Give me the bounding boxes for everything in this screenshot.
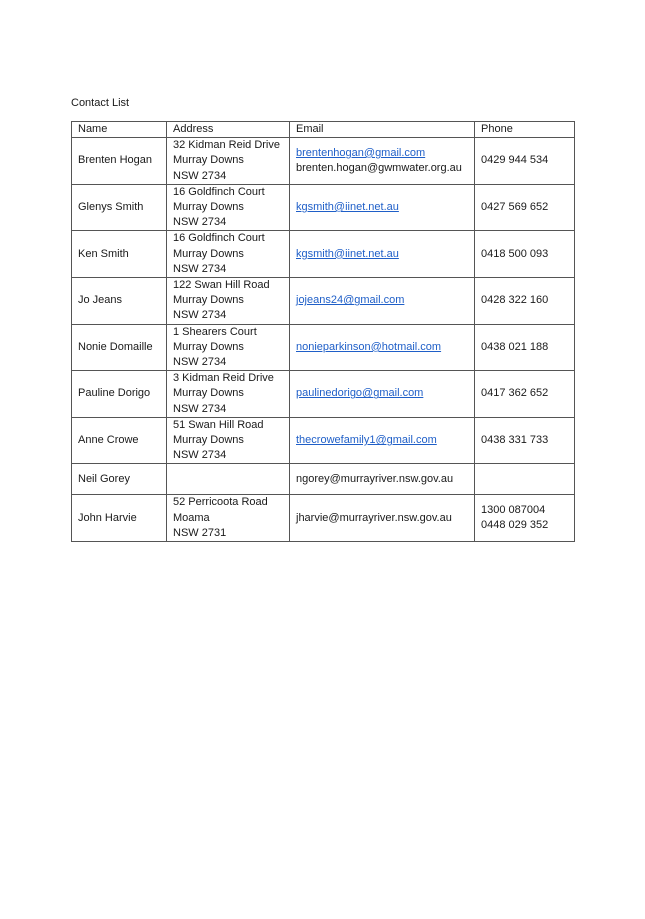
contact-email xyxy=(290,324,475,371)
contact-table xyxy=(71,121,575,542)
address-line: 122 Swan Hill Road xyxy=(173,279,270,292)
address-line: NSW 2734 xyxy=(173,309,227,322)
address-line: 32 Kidman Reid Drive xyxy=(173,139,280,152)
phone-number: 0438 021 188 xyxy=(481,340,549,353)
contact-address xyxy=(167,231,290,278)
contact-name: Ken Smith xyxy=(72,231,167,278)
address-line: Murray Downs xyxy=(173,434,244,447)
contact-address xyxy=(167,184,290,231)
contact-name: Glenys Smith xyxy=(72,184,167,231)
contact-email xyxy=(290,138,475,185)
address-line: NSW 2734 xyxy=(173,356,227,369)
address-line: 3 Kidman Reid Drive xyxy=(173,372,274,385)
address-line: 16 Goldfinch Court xyxy=(173,185,265,198)
phone-number: 1300 087004 xyxy=(481,504,546,517)
table-row xyxy=(72,324,575,371)
table-row xyxy=(72,231,575,278)
table-row xyxy=(72,371,575,418)
email-link[interactable]: brentenhogan@gmail.com xyxy=(296,146,426,159)
address-line: 1 Shearers Court xyxy=(173,325,257,338)
email-link[interactable]: jojeans24@gmail.com xyxy=(296,294,405,307)
contact-email xyxy=(290,278,475,325)
contact-address xyxy=(167,495,290,542)
contact-address xyxy=(167,138,290,185)
address-line: NSW 2734 xyxy=(173,169,227,182)
address-line: NSW 2734 xyxy=(173,402,227,415)
table-row xyxy=(72,138,575,185)
address-line: NSW 2734 xyxy=(173,262,227,275)
address-line: NSW 2731 xyxy=(173,526,227,539)
email-link[interactable]: paulinedorigo@gmail.com xyxy=(296,387,424,400)
contact-email xyxy=(290,464,475,495)
address-line: Murray Downs xyxy=(173,154,244,167)
table-row xyxy=(72,495,575,542)
email-text: jharvie@murrayriver.nsw.gov.au xyxy=(296,511,452,524)
address-line: Murray Downs xyxy=(173,387,244,400)
contact-email xyxy=(290,417,475,464)
phone-number: 0438 331 733 xyxy=(481,434,549,447)
phone-number: 0428 322 160 xyxy=(481,294,549,307)
contact-name: Anne Crowe xyxy=(72,417,167,464)
contact-address xyxy=(167,464,290,495)
table-row xyxy=(72,278,575,325)
contact-name: John Harvie xyxy=(72,495,167,542)
contact-phone xyxy=(475,184,575,231)
address-line: 16 Goldfinch Court xyxy=(173,232,265,245)
contact-name: Neil Gorey xyxy=(72,464,167,495)
contact-address xyxy=(167,324,290,371)
address-line: Moama xyxy=(173,511,210,524)
column-header-phone: Phone xyxy=(475,122,575,138)
column-header-email: Email xyxy=(290,122,475,138)
contact-name: Jo Jeans xyxy=(72,278,167,325)
header-row xyxy=(72,122,575,138)
contact-email xyxy=(290,371,475,418)
phone-number: 0429 944 534 xyxy=(481,154,549,167)
contact-address xyxy=(167,417,290,464)
phone-number: 0417 362 652 xyxy=(481,387,549,400)
contact-phone xyxy=(475,138,575,185)
email-link[interactable]: kgsmith@iinet.net.au xyxy=(296,201,399,214)
contact-phone xyxy=(475,495,575,542)
contact-rows xyxy=(72,138,575,542)
phone-number: 0418 500 093 xyxy=(481,247,549,260)
contact-name: Brenten Hogan xyxy=(72,138,167,185)
address-line: NSW 2734 xyxy=(173,216,227,229)
contact-phone xyxy=(475,464,575,495)
contact-phone xyxy=(475,417,575,464)
contact-name: Pauline Dorigo xyxy=(72,371,167,418)
contact-phone xyxy=(475,231,575,278)
table-row xyxy=(72,417,575,464)
address-line: Murray Downs xyxy=(173,247,244,260)
address-line: NSW 2734 xyxy=(173,449,227,462)
address-line: 52 Perricoota Road xyxy=(173,496,268,509)
contact-phone xyxy=(475,371,575,418)
contact-email xyxy=(290,495,475,542)
email-text: brenten.hogan@gwmwater.org.au xyxy=(296,162,462,174)
phone-number: 0427 569 652 xyxy=(481,201,549,214)
contact-phone xyxy=(475,278,575,325)
phone-number: 0448 029 352 xyxy=(481,519,549,532)
email-link[interactable]: kgsmith@iinet.net.au xyxy=(296,247,399,260)
column-header-name: Name xyxy=(72,122,167,138)
address-line: Murray Downs xyxy=(173,201,244,214)
contact-phone xyxy=(475,324,575,371)
table-row xyxy=(72,464,575,495)
email-text: ngorey@murrayriver.nsw.gov.au xyxy=(296,472,454,485)
email-link[interactable]: nonieparkinson@hotmail.com xyxy=(296,340,442,353)
address-line: Murray Downs xyxy=(173,340,244,353)
contact-email xyxy=(290,231,475,278)
address-line: 51 Swan Hill Road xyxy=(173,418,264,431)
email-link[interactable]: thecrowefamily1@gmail.com xyxy=(296,434,437,447)
contact-address xyxy=(167,371,290,418)
contact-address xyxy=(167,278,290,325)
contact-email xyxy=(290,184,475,231)
document-title: Contact List xyxy=(71,97,130,109)
contact-name: Nonie Domaille xyxy=(72,324,167,371)
address-line: Murray Downs xyxy=(173,294,244,307)
column-header-address: Address xyxy=(167,122,290,138)
table-row xyxy=(72,184,575,231)
